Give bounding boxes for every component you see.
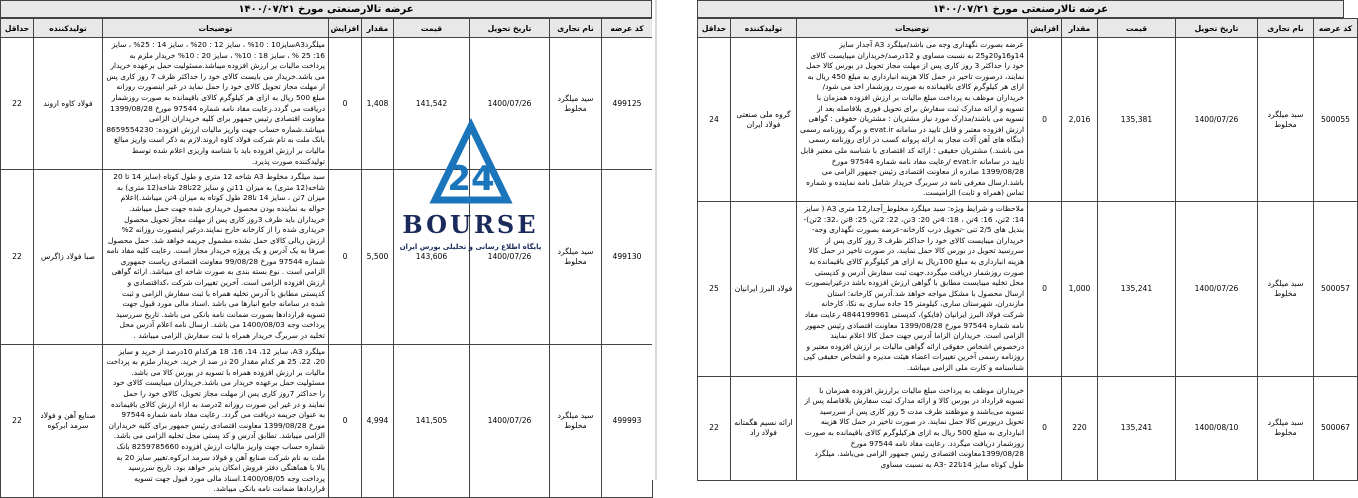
cell-qty: 5,500	[362, 170, 394, 345]
col-increase: افزایش	[1028, 19, 1062, 38]
table-row	[1, 170, 653, 345]
cell-date: 1400/07/26	[1176, 202, 1258, 377]
cell-increase: 0	[1028, 376, 1062, 480]
right-page	[697, 0, 1353, 480]
cell-code: 499993	[602, 344, 653, 497]
cell-brand: سید میلگرد مخلوط	[550, 38, 602, 170]
cell-min: 24	[698, 38, 731, 202]
left-page	[0, 0, 652, 494]
cell-date: 1400/07/26	[1176, 38, 1258, 202]
cell-producer: صبا فولاد زاگرس	[34, 170, 103, 345]
cell-min: 22	[1, 170, 34, 345]
cell-min: 22	[698, 376, 731, 480]
left-header-row	[1, 19, 653, 38]
cell-price: 141,505	[394, 344, 470, 497]
right-offer-table	[697, 18, 1358, 481]
cell-desc: میلگرد A3، سایز 12، 14، 16، 18 هرکدام 10درصد از خرید و سایز 20، 22، 25 هر کدام مقدار 20 در صد از خرید. خریدار ملزم به پرداخت مالیات بر ارزش افزوده همراه با تسویه در بورس کالا می باشد. مسئولیت حمل برعهده خریدار می باشد.خریداران میبایست کالای خود را حداکثر 7روز کاری پس از مهلت مجاز تحویل، کالای خود را حمل نمایند و در غیر این صورت روزانه 2درصد به ازاء ارزش کالای باقیمانده به عنوان جریمه دریافت می گردد. رعایت مفاد نامه شماره 97544 مورخ 1399/08/28 معاونت اقتصادی رئیس جمهور برای کلیه خریداران الزامی میباشد. تطابق آدرس و کد پستی محل تخلیه الزامی می باشد. شماره حساب جهت واریز مالیات ارزش افزوده 8259785660 بانک ملت به نام شرکت صنایع آهن و فولاد سرمد ابرکوه.تغییر سایز 20 به بالا با هماهنگی دفتر فروش امکان پذیر خواهد بود. تاریخ سررسید پرداخت وجه 1400/08/05.اسناد مالی مورد قبول جهت تسویه قراردادها ضمانت نامه بانکی میباشد.	[103, 344, 329, 497]
col-increase: افزایش	[329, 19, 362, 38]
cell-increase: 0	[329, 38, 362, 170]
cell-price: 141,542	[394, 38, 470, 170]
col-qty: مقدار	[1062, 19, 1098, 38]
cell-desc: خریداران موظف به پرداخت مبلغ مالیات برارزش افزوده همزمان با تسویه قرارداد در بورس کالا و ارائه مدارک ثبت سفارش بلافاصله پس از تسویه می‌باشند و موظفند ظرف مدت 5 روز کاری پس از سررسید تحویل دربورس کالا حمل نمایند. در صورت تاخیر در حمل کالا هزینه انبارداری به مبلغ 500 ریال به ازای هرکیلوگرم کالای باقیمانده به صورت روزشمار دریافت میگردد. رعایت مفاد نامه 97544 مورخ 1399/08/28معاونت اقتصادی رئیس جمهور الزامی می‌باشد. میلگرد طول کوتاه سایز 14تا22 -A3 به نسبت مساوی	[797, 376, 1028, 480]
col-brand: نام تجاری	[550, 19, 602, 38]
cell-increase: 0	[329, 170, 362, 345]
cell-code: 500055	[1314, 38, 1358, 202]
cell-min: 25	[698, 202, 731, 377]
cell-price: 135,241	[1098, 376, 1176, 480]
cell-date: 1400/07/26	[470, 38, 550, 170]
cell-date: 1400/07/26	[470, 170, 550, 345]
cell-qty: 1,408	[362, 38, 394, 170]
bourse-24-logo-icon	[435, 118, 507, 218]
cell-brand: سبد میلگرد مخلوط	[1258, 376, 1314, 480]
cell-qty: 220	[1062, 376, 1098, 480]
col-date: تاریخ تحویل	[1176, 19, 1258, 38]
page-gutter	[652, 0, 697, 480]
col-min: حداقل	[698, 19, 731, 38]
col-producer: تولیدکننده	[34, 19, 103, 38]
cell-price: 135,381	[1098, 38, 1176, 202]
cell-brand: سبد میلگرد مخلوط	[1258, 202, 1314, 377]
logo-tagline: پایگاه اطلاع رسانی و تحلیلی بورس ایران	[399, 243, 542, 251]
left-offer-table	[0, 18, 653, 498]
col-producer: تولیدکننده	[731, 19, 797, 38]
cell-desc: میلگردA3سایز10 : 10% ، سایز 12 : 20% ، سایز 14 : 25% ، سایز 16: 25 % ، سایز 18 : 10% ، سایز 20 : 10% خریدار ملزم به پرداخت مالیات بر ارزش افزوده میباشد.مسئولیت حمل برعهده خریدار می باشد.خریدار می بایست کالای خود را حداکثر ظرف 7 روز کاری پس از مهلت مجاز تحویل کالای خود را حمل نماید در غیر اینصورت روزانه مبلغ 500 ریال به ازای هر کیلوگرم کالای باقیمانده به صورت روزشمار دریافت می گردد.رعایت مفاد نامه شماره 97544 مورخ 1399/08/28 معاونت اقتصادی رئیس جمهور برای کلیه خریداران الزامی میباشد.شماره حساب جهت واریز مالیات ارزش افزوده: 8659554230 بانک ملت به نام شرکت فولاد کاوه اروند.لازم به ذکر است واریز مبالغ مالیات بر ارزش افزوده باید با شناسه واریزی اعلام شده توسط تولیدکننده صورت پذیرد.	[103, 38, 329, 170]
bourse-logo	[398, 118, 543, 268]
col-date: تاریخ تحویل	[470, 19, 550, 38]
cell-increase: 0	[1028, 38, 1062, 202]
cell-code: 500067	[1314, 376, 1358, 480]
cell-date: 1400/07/26	[470, 344, 550, 497]
cell-min: 22	[1, 344, 34, 497]
cell-min: 22	[1, 38, 34, 170]
cell-increase: 0	[1028, 202, 1062, 377]
col-brand: نام تجاری	[1258, 19, 1314, 38]
cell-producer: گروه ملی صنعتی فولاد ایران	[731, 38, 797, 202]
cell-desc: عرضه بصورت نگهداری وجه می باشد/میلگرد A3 آجدار سایز 14و16و20و25 به نسبت مساوی و 12درصد/خریداران میبایست کالای خود را حداکثر 3 روز کاری پس از مهلت مجاز تحویل در بورس کالا حمل نمایند، درصورت تاخیر در حمل کالا هزینه انبارداری به مبلغ 450 ریال به ازای هر کیلوگرم کالای باقیمانده به صورت روزشمار اخذ می شود/ خریداران موظف به پرداخت مبلغ مالیات بر ارزش افزوده همزمان با تسویه و ارائه مدارک ثبت سفارش برای تحویل فوری بلافاصله بعد از تسویه می باشند/مدارک مورد نیاز مشتریان : مشتریان حقوقی : گواهی ارزش افزوده معتبر و قابل تایید در سامانه evat.ir و برگه روزنامه رسمی (بنگاه های آهن آلات مجاز به ارائه پروانه کسب در ازای روزنامه رسمی می باشند.) مشتریان حقیقی : ارائه کد اقتصادی با شناسه ملی معتبر قابل تایید در سامانه evat.ir /رعایت مفاد نامه شماره 97544 مورخ 1399/08/28 صادره از معاونت اقتصادی رئیس جمهور الزامی می باشد.ارسال معرفی نامه در سربرگ خریدار شامل نامه نماینده و شماره تماس (همراه و ثابت) الزامیست.	[797, 38, 1028, 202]
table-row	[1, 344, 653, 497]
table-row	[698, 38, 1358, 202]
left-page-title: عرضه تالارصنعتی مورخ ۱۴۰۰/۰۷/۲۱	[0, 0, 652, 18]
cell-producer: فولاد کاوه اروند	[34, 38, 103, 170]
cell-qty: 2,016	[1062, 38, 1098, 202]
table-row	[698, 202, 1358, 377]
cell-date: 1400/08/10	[1176, 376, 1258, 480]
cell-brand: سید میلگرد مخلوط	[550, 170, 602, 345]
cell-producer: صنایع آهن و فولاد سرمد ابرکوه	[34, 344, 103, 497]
page-divider	[655, 0, 657, 480]
table-row	[1, 38, 653, 170]
cell-increase: 0	[329, 344, 362, 497]
col-desc: توضیحات	[103, 19, 329, 38]
table-row	[698, 376, 1358, 480]
cell-desc: ملاحظات و شرایط ویژه: سبد میلگرد مخلوط_آجدار12 متری A3 ( سایز 14: 2تن، 16: 4تن ، 18: 4تن 20: 3تن، 22: 2تن، 25: 8تن ،32: 2تن)- بندیل های 2/5 تنی -تحویل درب کارخانه-عرضه بصورت نگهداری وجه-خریداران میبایست کالای خود را حداکثر ظرف 3 روز کاری پس از سررسید تحویل در بورس کالا حمل نمایند، در صورت تاخیر در حمل کالا هزینه انبارداری به مبلغ 100ریال به ازای هر کیلوگرم کالای باقیمانده به صورت روزشمار دریافت میگردد.جهت ثبت سفارش آدرس و کدپستی محل تخلیه میبایست مطابق با گواهی ارزش افزوده باشد درغیراینصورت ارسال محصول با مشکل مواجه خواهد شد.آدرس کارخانه: استان مازندران، شهرستان ساری، کیلومتر 15 جاده ساری به نکا، کارخانه شرکت فولاد البرز ایرانیان (فایکو)، کدپستی 4844199961 رعایت مفاد نامه شماره 97544 مورخ 1399/08/28 معاونت اقتصادی رئیس جمهور الزامی است. خریداران الزاما آدرس جهت حمل کالا اعلام نمایند درخصوص اشخاص حقوقی ارائه گواهی مالیات بر ارزش افزوده معتبر و روزنامه رسمی آخرین تغییرات اعضاء هیئت مدیره و اشخاص حقیقی کپی شناسنامه و کارت ملی الزامی میباشد.	[797, 202, 1028, 377]
cell-brand: سبد میلگرد مخلوط	[1258, 38, 1314, 202]
cell-desc: سبد میلگرد مخلوط A3 شاخه 12 متری و طول کوتاه (سایز 14 تا 20 شاخه(12 متری) به میزان 11تن و سایز 22تا28 شاخه(12 متری) به میزان 7تن ، سایز 14 تا28 طول کوتاه به میزان 4تن میباشد.)اعلام حواله به نماینده بودن محصول خریداری شده جهت حمل میباشد. خریداران باید ظرف 3روز کاری پس از مهلت مجاز تحویل محصول خریداری شده را از کارخانه خارج نمایند.درغیر اینصورت روزانه 2% ارزش ریالی کالای حمل نشده مشمول جریمه خواهد شد. حمل محصول صرفا به یک آدرس و یک پروژه خریدار مجاز است. رعایت کلیه مفاد نامه شماره 97544 مورخ 99/08/28 معاونت اقتصادی ریاست جمهوری الزامی است . نوع بسته بندی به صورت شاخه ای میباشد. ارائه گواهی ارزش افزوده الزامی است. آخرین تغییرات شرکت ،کداقتصادی و کدپستی مطابق با آدرس تخلیه همراه با ثبت سفارش الزامی و ثبت شده در سامانه جامع انبارها می باشد .اسناد مالی مورد قبول جهت تسویه قراردادها بصورت ضمانت نامه بانکی می باشد. تاریخ سررسید پرداخت وجه 1400/08/03 می باشد. ارسال نامه اعلام آدرس محل تخلیه در سربرگ خریدار همراه با ثبت سفارش الزامی میباشد .	[103, 170, 329, 345]
col-code: کد عرضه	[602, 19, 653, 38]
right-page-title: عرضه تالارصنعتی مورخ ۱۴۰۰/۰۷/۲۱	[697, 0, 1344, 18]
col-price: قیمت	[394, 19, 470, 38]
col-min: حداقل	[1, 19, 34, 38]
cell-producer: ارائه نسیم هگمتانه فولاد راد	[731, 376, 797, 480]
cell-producer: فولاد البرز ایرانیان	[731, 202, 797, 377]
right-header-row	[698, 19, 1358, 38]
cell-qty: 1,000	[1062, 202, 1098, 377]
cell-qty: 4,994	[362, 344, 394, 497]
logo-wordmark: BOURSE	[402, 210, 539, 239]
cell-price: 135,241	[1098, 202, 1176, 377]
col-qty: مقدار	[362, 19, 394, 38]
cell-code: 499130	[602, 170, 653, 345]
cell-code: 500057	[1314, 202, 1358, 377]
col-price: قیمت	[1098, 19, 1176, 38]
cell-code: 499125	[602, 38, 653, 170]
cell-brand: سید میلگرد مخلوط	[550, 344, 602, 497]
col-desc: توضیحات	[797, 19, 1028, 38]
col-code: کد عرضه	[1314, 19, 1358, 38]
cell-price: 143,606	[394, 170, 470, 345]
logo-numeral: 24	[447, 159, 495, 199]
